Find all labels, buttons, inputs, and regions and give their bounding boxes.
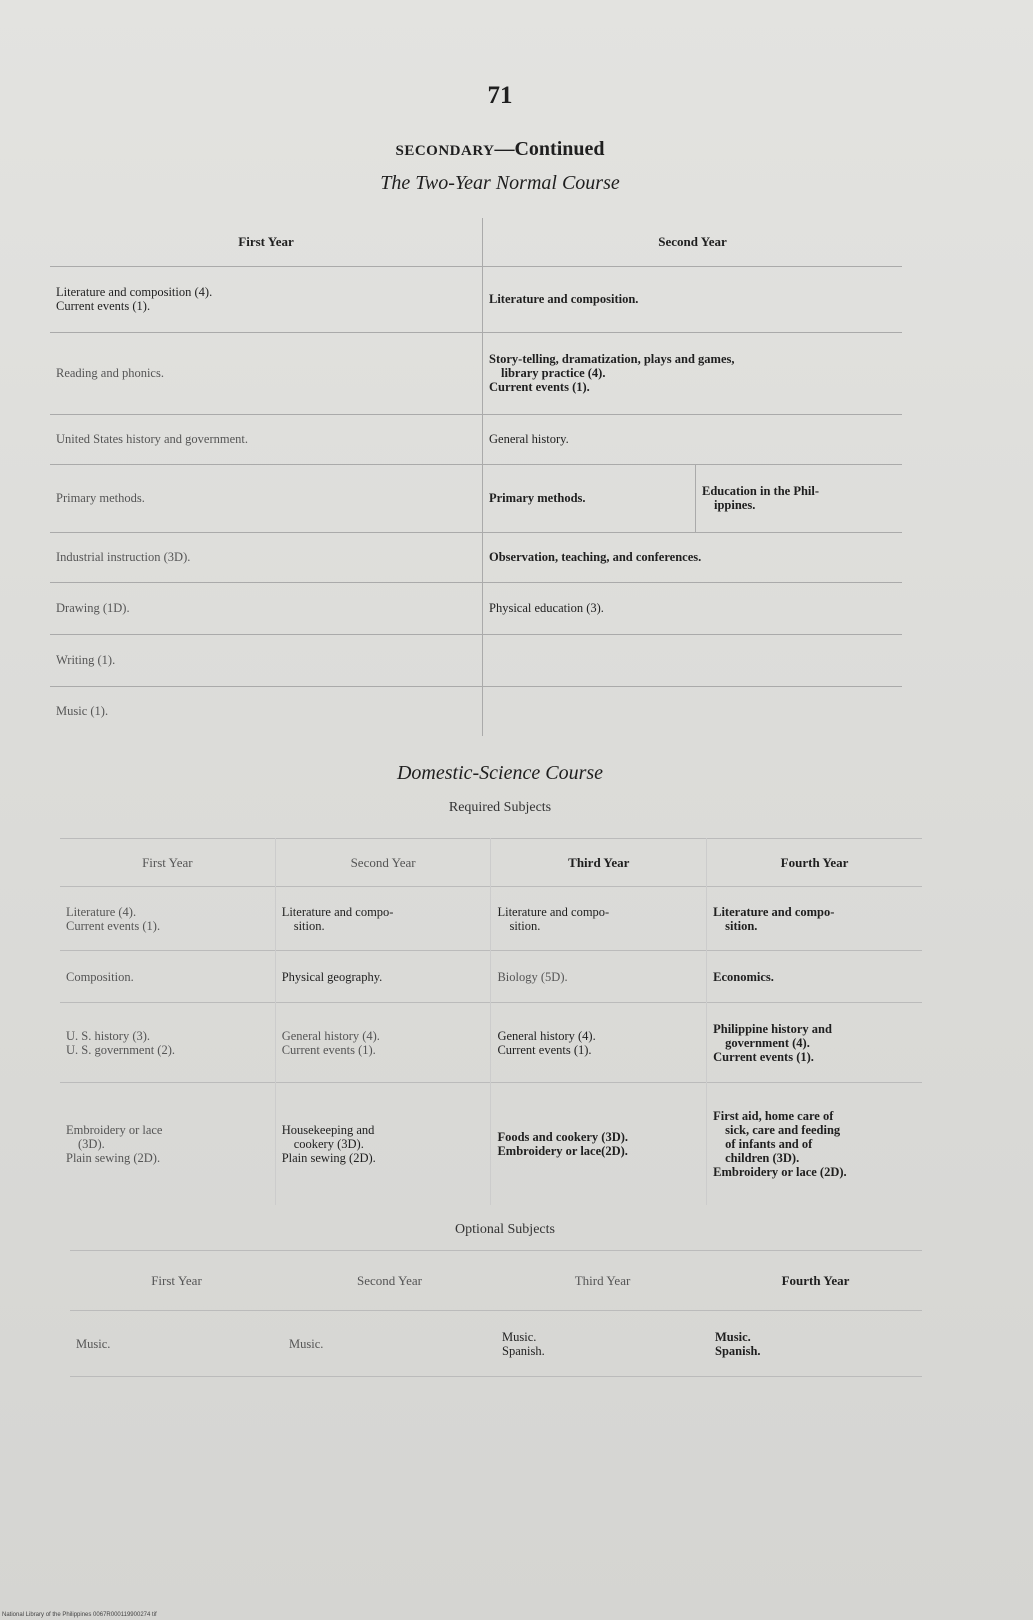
cell	[483, 414, 903, 464]
cell	[707, 1083, 922, 1205]
table-header-row	[70, 1251, 922, 1311]
cell-line: Foods and cookery (3D).	[497, 1129, 629, 1144]
cell-line: of infants and of	[725, 1136, 813, 1151]
cell	[60, 1003, 275, 1083]
table-row	[50, 686, 902, 736]
cell-line: Writing (1).	[56, 653, 116, 667]
header-second-year: Second Year	[658, 233, 727, 249]
cell-line: Literature and composition (4).	[56, 285, 213, 299]
cell-line: General history (4).	[281, 1028, 380, 1043]
cell-line: sition.	[725, 918, 758, 933]
cell	[50, 332, 483, 414]
table-row	[50, 582, 902, 634]
cell	[275, 887, 491, 951]
cell-line: Music.	[715, 1329, 751, 1344]
section-prefix: SECONDARY	[395, 143, 495, 159]
cell-line: government (4).	[725, 1035, 810, 1050]
cell-line: sick, care and feeding	[725, 1122, 841, 1137]
cell-line: Music (1).	[56, 704, 109, 719]
cell-line: General history (4).	[497, 1028, 596, 1043]
cell-line: sition.	[293, 918, 325, 933]
header-third-year: Third Year	[491, 839, 707, 887]
cell	[483, 686, 903, 736]
cell-line: library practice (4).	[501, 366, 606, 380]
header-first-year: First Year	[151, 1272, 202, 1288]
cell-line: Embroidery or lace	[66, 1122, 163, 1137]
table-row	[70, 1311, 922, 1377]
cell	[60, 887, 275, 951]
table-row	[50, 634, 902, 686]
page-number: 71	[487, 82, 513, 109]
cell-line: Current events (1).	[489, 380, 590, 394]
cell-line: U. S. government (2).	[66, 1042, 176, 1057]
header-first-year: First Year	[60, 839, 275, 887]
cell-line: Music.	[76, 1336, 111, 1351]
cell	[50, 582, 483, 634]
cell-line: Physical education (3).	[489, 601, 604, 615]
cell-line: Spanish.	[502, 1343, 545, 1358]
cell	[496, 1311, 709, 1377]
cell	[483, 582, 903, 634]
cell-line: Drawing (1D).	[56, 601, 130, 615]
cell-line: Composition.	[66, 969, 134, 984]
cell-line: Music.	[289, 1336, 324, 1351]
cell-line: (3D).	[78, 1136, 105, 1151]
cell-line: Plain sewing (2D).	[66, 1150, 161, 1165]
cell	[275, 951, 491, 1003]
section-suffix: —Continued	[494, 138, 605, 160]
table-row	[60, 1003, 922, 1083]
normal-course-table	[50, 218, 902, 736]
cell	[696, 464, 903, 532]
optional-subjects-table	[70, 1250, 922, 1377]
cell	[491, 951, 707, 1003]
cell-line: Spanish.	[715, 1343, 761, 1358]
cell-line: Biology (5D).	[497, 969, 568, 984]
cell-line: Philippine history and	[713, 1021, 832, 1036]
cell	[283, 1311, 496, 1377]
cell-line: ippines.	[714, 498, 756, 512]
cell	[483, 634, 903, 686]
header-first-year: First Year	[50, 218, 483, 266]
cell-line: cookery (3D).	[293, 1136, 364, 1151]
cell	[60, 1083, 275, 1205]
header-second-year: Second Year	[275, 839, 491, 887]
domestic-course-title: Domestic-Science Course	[396, 762, 604, 784]
cell-line: Reading and phonics.	[56, 366, 164, 380]
cell-line: Plain sewing (2D).	[281, 1150, 376, 1165]
cell	[275, 1003, 491, 1083]
header-second-year: Second Year	[357, 1272, 422, 1288]
cell	[50, 266, 483, 332]
table-row	[50, 414, 902, 464]
cell-line: Current events (1).	[56, 299, 151, 313]
cell	[491, 1083, 707, 1205]
cell	[491, 887, 707, 951]
cell-line: Industrial instruction (3D).	[56, 550, 191, 564]
cell	[275, 1083, 491, 1205]
cell-line: Literature and compo-	[713, 904, 835, 919]
cell-line: Literature and composition.	[489, 292, 639, 306]
cell	[483, 332, 903, 414]
cell-line: children (3D).	[725, 1150, 800, 1165]
cell-line: Primary methods.	[489, 491, 586, 505]
cell	[707, 951, 922, 1003]
cell-line: Current events (1).	[66, 918, 161, 933]
cell	[70, 1311, 283, 1377]
cell	[707, 887, 922, 951]
cell-line: First aid, home care of	[713, 1108, 834, 1123]
cell	[50, 414, 483, 464]
cell	[483, 464, 696, 532]
cell-line: Housekeeping and	[281, 1122, 375, 1137]
cell	[50, 686, 483, 736]
cell-line: Story-telling, dramatization, plays and games,	[489, 352, 735, 366]
cell	[50, 532, 483, 582]
required-subjects-label: Required Subjects	[448, 800, 552, 815]
cell-line: General history.	[489, 432, 569, 446]
cell-line: Embroidery or lace (2D).	[713, 1164, 847, 1179]
normal-course-title: The Two-Year Normal Course	[380, 172, 620, 194]
cell-line: U. S. history (3).	[66, 1028, 151, 1043]
table-header-row	[50, 218, 902, 266]
cell-line: Literature and compo-	[281, 904, 394, 919]
table-row	[50, 332, 902, 414]
cell-line: Embroidery or lace(2D).	[497, 1143, 628, 1158]
table-row	[60, 1083, 922, 1205]
required-subjects-table	[60, 838, 922, 1205]
header-third-year: Third Year	[574, 1272, 631, 1288]
cell	[483, 532, 903, 582]
table-header-row	[60, 839, 922, 887]
table-row	[50, 266, 902, 332]
table-row	[50, 532, 902, 582]
cell-line: Education in the Phil-	[702, 484, 820, 498]
cell	[491, 1003, 707, 1083]
cell-line: Literature and compo-	[497, 904, 610, 919]
optional-subjects-label: Optional Subjects	[455, 1222, 555, 1237]
cell-line: Primary methods.	[56, 491, 145, 505]
table-row	[60, 951, 922, 1003]
cell	[50, 464, 483, 532]
cell	[483, 266, 903, 332]
cell-line: Economics.	[713, 969, 774, 984]
scan-footer: National Library of the Philippines 0067R000119900274 tif	[2, 1612, 157, 1618]
header-fourth-year: Fourth Year	[780, 854, 849, 870]
cell-line: Current events (1).	[713, 1049, 814, 1064]
section-heading	[0, 138, 1000, 161]
cell	[60, 951, 275, 1003]
header-fourth-year: Fourth Year	[781, 1272, 850, 1288]
cell-line: Current events (1).	[497, 1042, 592, 1057]
cell-line: sition.	[509, 918, 541, 933]
cell	[50, 634, 483, 686]
cell	[707, 1003, 922, 1083]
cell-line: Literature (4).	[66, 904, 137, 919]
cell-line: United States history and government.	[56, 432, 248, 446]
cell-line: Current events (1).	[281, 1042, 376, 1057]
cell-line: Physical geography.	[281, 969, 383, 984]
cell-line: Observation, teaching, and conferences.	[489, 550, 702, 564]
cell	[709, 1311, 922, 1377]
table-row	[60, 887, 922, 951]
table-row	[50, 464, 902, 532]
cell-line: Music.	[502, 1329, 537, 1344]
